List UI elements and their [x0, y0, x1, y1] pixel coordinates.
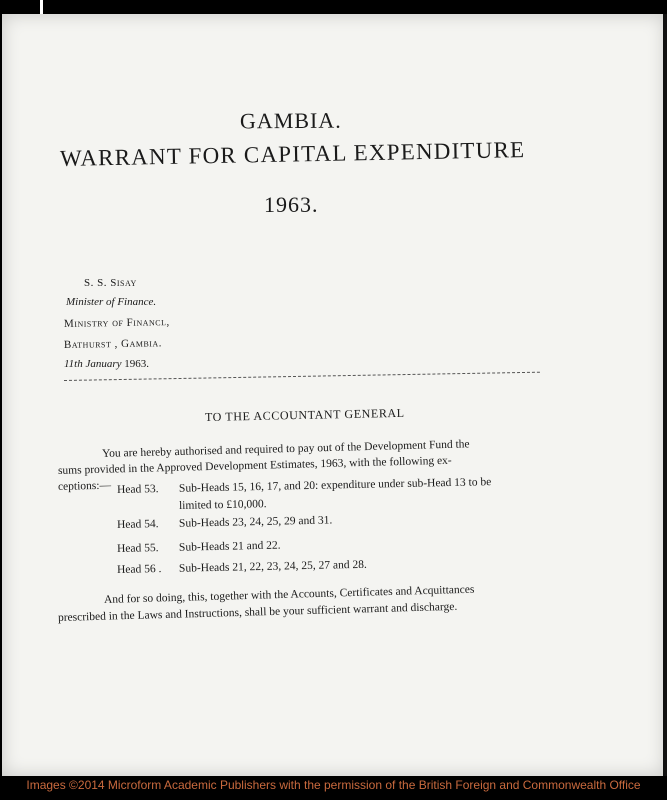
signature-date-year: 1963.: [121, 358, 150, 370]
title-warrant: WARRANT FOR CAPITAL EXPENDITURE: [59, 137, 526, 171]
signatory-name: S. S. Sisay: [84, 277, 137, 289]
closing-line-1: And for so doing, this, together with the Accounts, Certificates and Acquittances: [103, 583, 475, 606]
signature-date-day: 11th January: [64, 358, 122, 370]
head-text: Sub-Heads 15, 16, 17, and 20: expenditure under sub-Head 13 to be: [178, 476, 492, 495]
head-label: Head 54.: [116, 518, 159, 531]
head-text: Sub-Heads 23, 24, 25, 29 and 31.: [178, 514, 333, 530]
title-country: GAMBIA.: [239, 107, 342, 134]
addressee-heading: TO THE ACCOUNTANT GENERAL: [204, 405, 405, 424]
head-item-continuation: limited to £10,000.: [178, 498, 267, 512]
title-year: 1963.: [264, 192, 319, 217]
ministry-name: Ministry of Financl,: [63, 316, 170, 330]
signatory-role: Minister of Finance.: [66, 296, 157, 308]
body-line-2: sums provided in the Approved Development Estimates, 1963, with the following ex-: [57, 454, 452, 477]
image-credit: Images ©2014 Microform Academic Publishers with the permission of the British Foreign and Commonwealth Office: [26, 778, 641, 792]
body-line-1: You are hereby authorised and required to pay out of the Development Fund the: [101, 438, 470, 460]
page-right-edge: [663, 14, 667, 776]
body-line-3: ceptions:—: [57, 479, 112, 493]
head-label: Head 55.: [116, 542, 159, 555]
head-label: Head 53.: [116, 483, 159, 496]
signature-date: [64, 358, 149, 370]
closing-line-2: prescribed in the Laws and Instructions, shall be your sufficient warrant and discharge.: [57, 600, 458, 624]
head-text: Sub-Heads 21 and 22.: [178, 539, 281, 554]
film-edge-mark: [40, 0, 43, 14]
head-label: Head 56 .: [116, 563, 162, 576]
ministry-location: Bathurst , Gambia.: [63, 337, 163, 351]
head-text: Sub-Heads 21, 22, 23, 24, 25, 27 and 28.: [178, 558, 367, 575]
film-top-strip: [0, 0, 667, 14]
